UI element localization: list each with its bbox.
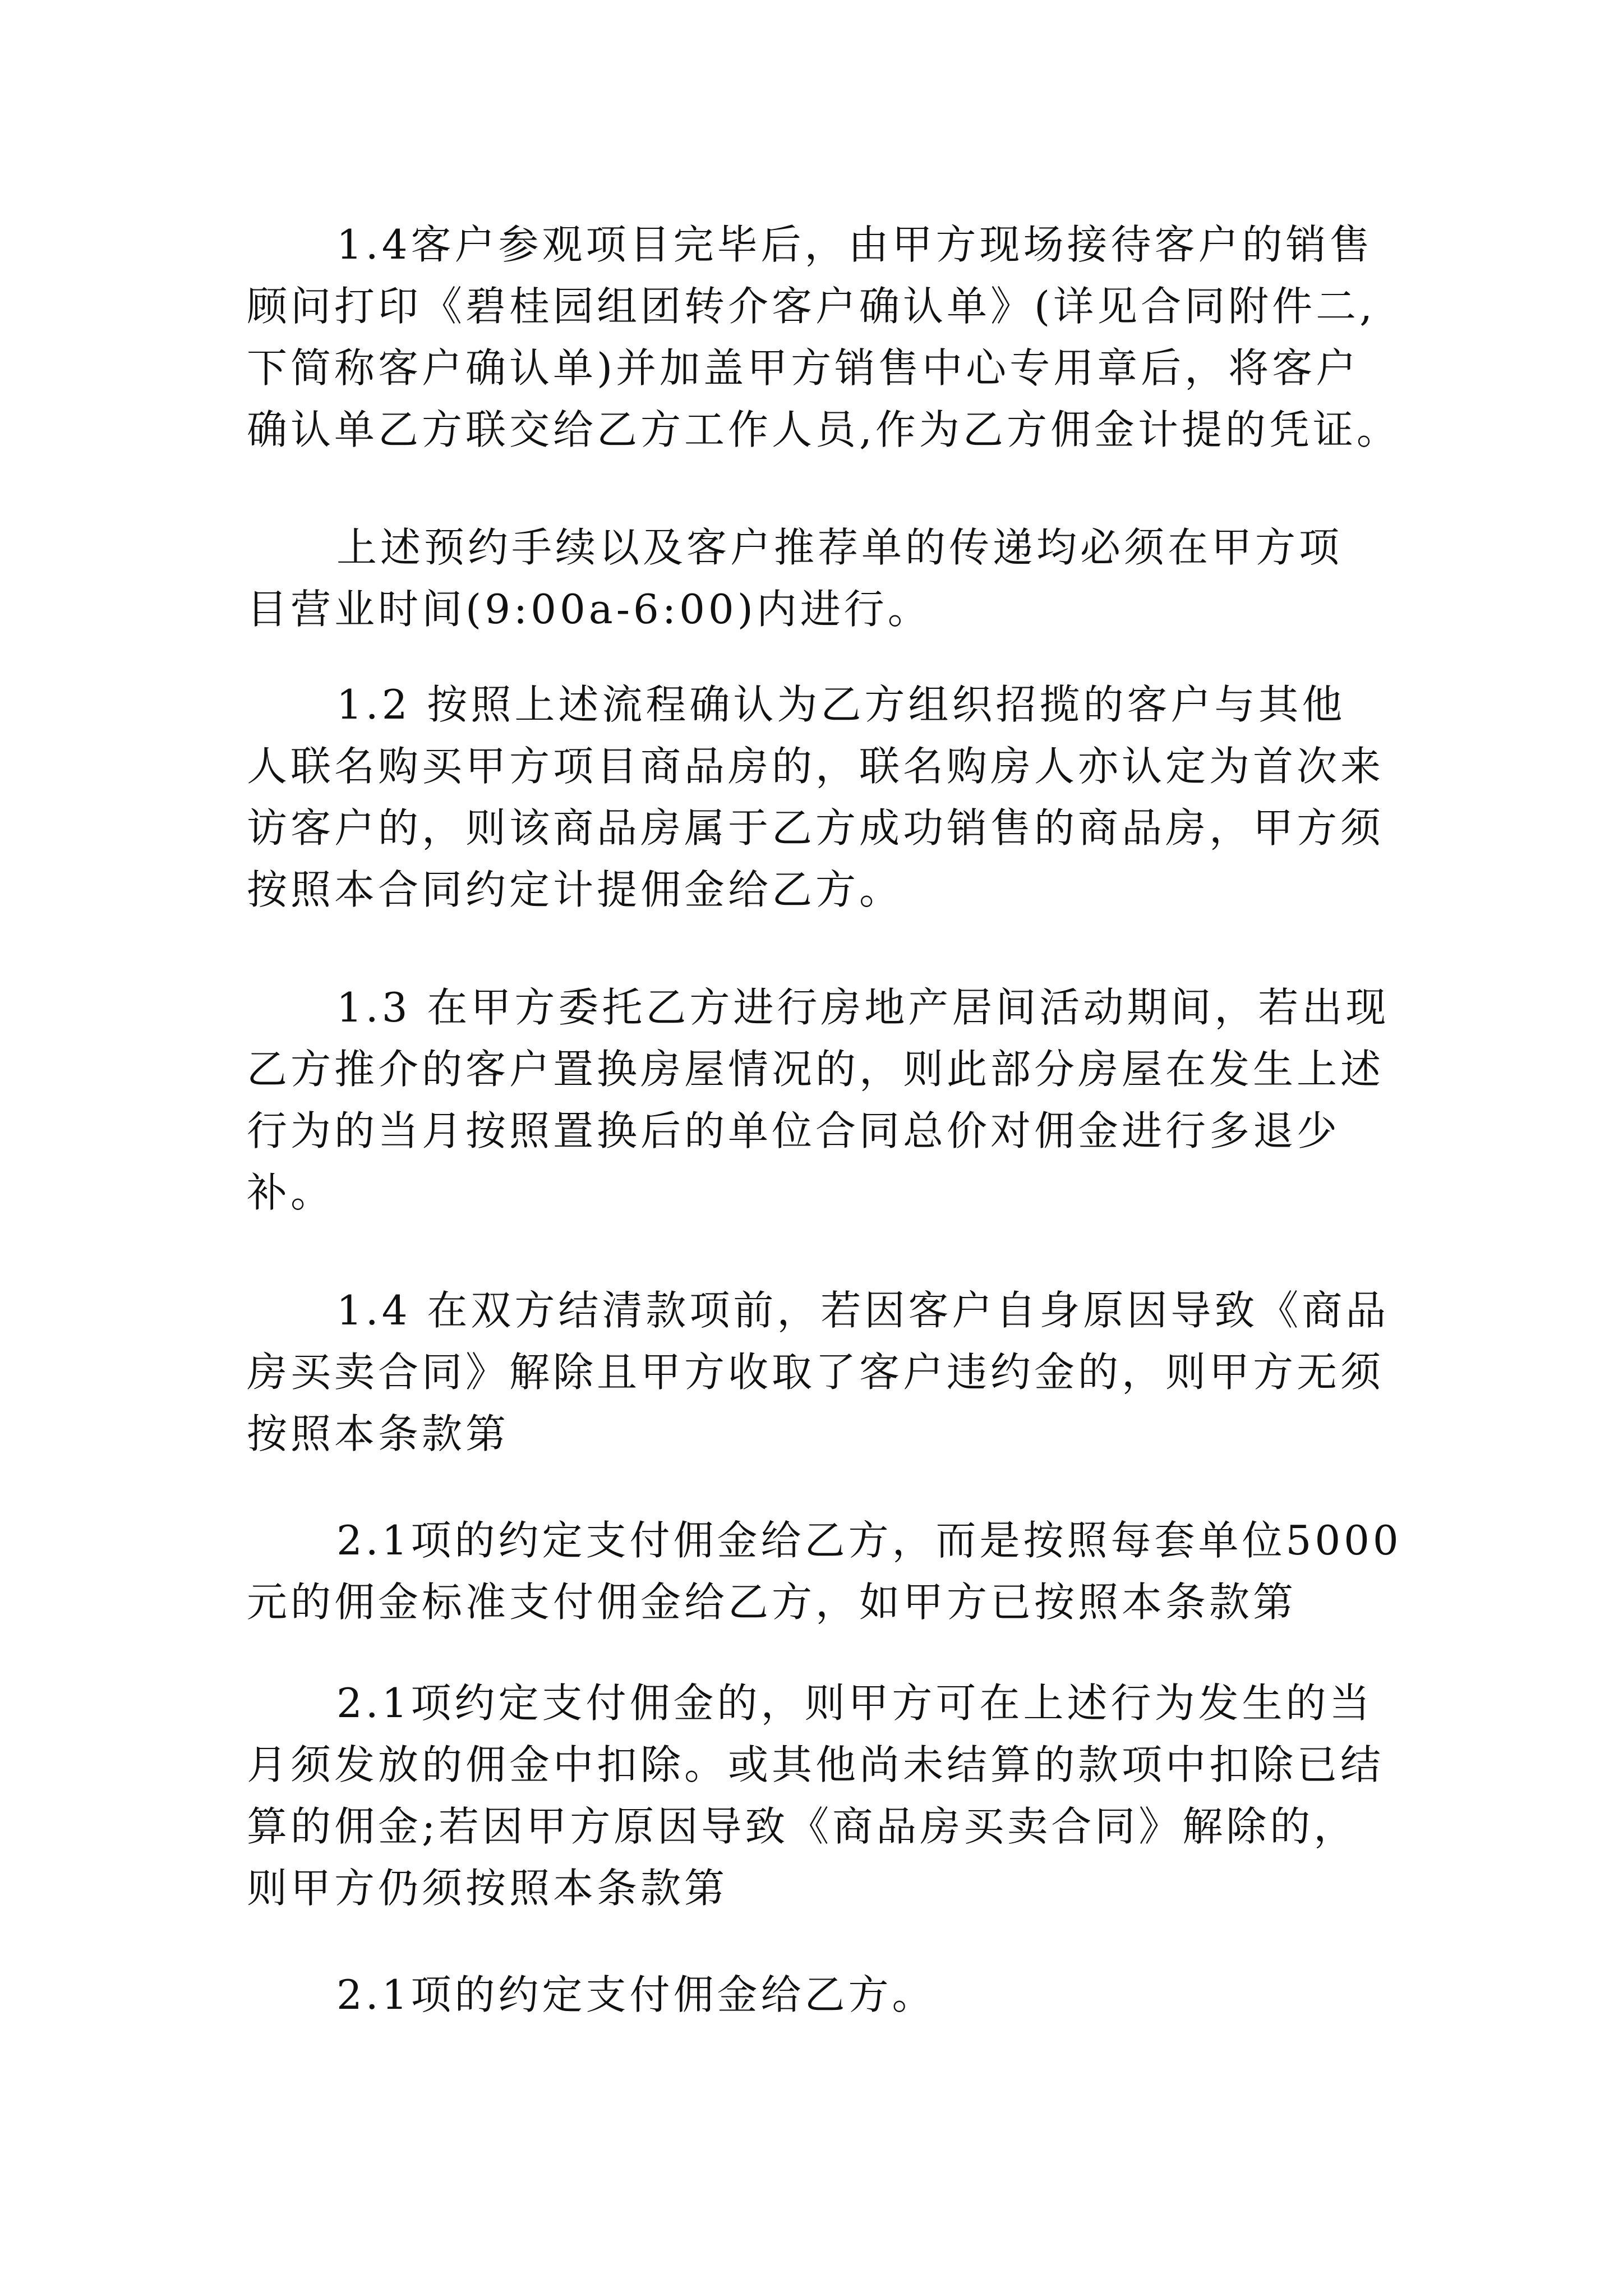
paragraph-6-line-2: 元的佣金标准支付佣金给乙方，如甲方已按照本条款第 [247, 1579, 1297, 1626]
paragraph-1-line-1: 1.4客户参观项目完毕后，由甲方现场接待客户的销售 [336, 221, 1373, 268]
paragraph-7-line-1: 2.1项约定支付佣金的，则甲方可在上述行为发生的当 [336, 1680, 1373, 1727]
paragraph-7-line-4: 则甲方仍须按照本条款第 [247, 1865, 728, 1912]
paragraph-7-line-2: 月须发放的佣金中扣除。或其他尚未结算的款项中扣除已结 [247, 1741, 1385, 1788]
paragraph-7-line-3: 算的佣金;若因甲方原因导致《商品房买卖合同》解除的， [247, 1803, 1358, 1850]
paragraph-1-line-4: 确认单乙方联交给乙方工作人员,作为乙方佣金计提的凭证。 [247, 406, 1400, 453]
paragraph-5-line-3: 按照本条款第 [247, 1410, 510, 1457]
paragraph-3-line-1: 1.2 按照上述流程确认为乙方组织招揽的客户与其他 [336, 681, 1346, 728]
paragraph-2-line-1: 上述预约手续以及客户推荐单的传递均必须在甲方项 [336, 524, 1343, 571]
paragraph-4-line-1: 1.3 在甲方委托乙方进行房地产居间活动期间，若出现 [336, 984, 1390, 1031]
paragraph-1-line-3: 下简称客户确认单)并加盖甲方销售中心专用章后，将客户 [247, 344, 1360, 392]
paragraph-4-line-4: 补。 [247, 1169, 335, 1216]
paragraph-1-line-2: 顾问打印《碧桂园组团转介客户确认单》(详见合同附件二, [247, 283, 1376, 330]
paragraph-3-line-2: 人联名购买甲方项目商品房的，联名购房人亦认定为首次来 [247, 743, 1385, 790]
paragraph-4-line-2: 乙方推介的客户置换房屋情况的，则此部分房屋在发生上述 [247, 1046, 1385, 1093]
paragraph-8-line-1: 2.1项的约定支付佣金给乙方。 [336, 1971, 936, 2018]
paragraph-5-line-1: 1.4 在双方结清款项前，若因客户自身原因导致《商品 [336, 1287, 1390, 1334]
paragraph-5-line-2: 房买卖合同》解除且甲方收取了客户违约金的，则甲方无须 [247, 1349, 1385, 1396]
paragraph-3-line-4: 按照本合同约定计提佣金给乙方。 [247, 866, 903, 913]
paragraph-4-line-3: 行为的当月按照置换后的单位合同总价对佣金进行多退少 [247, 1107, 1341, 1154]
paragraph-6-line-1: 2.1项的约定支付佣金给乙方，而是按照每套单位5000 [336, 1517, 1402, 1564]
paragraph-3-line-3: 访客户的，则该商品房属于乙方成功销售的商品房，甲方须 [247, 804, 1385, 852]
paragraph-2-line-2: 目营业时间(9:00a-6:00)内进行。 [247, 586, 932, 633]
